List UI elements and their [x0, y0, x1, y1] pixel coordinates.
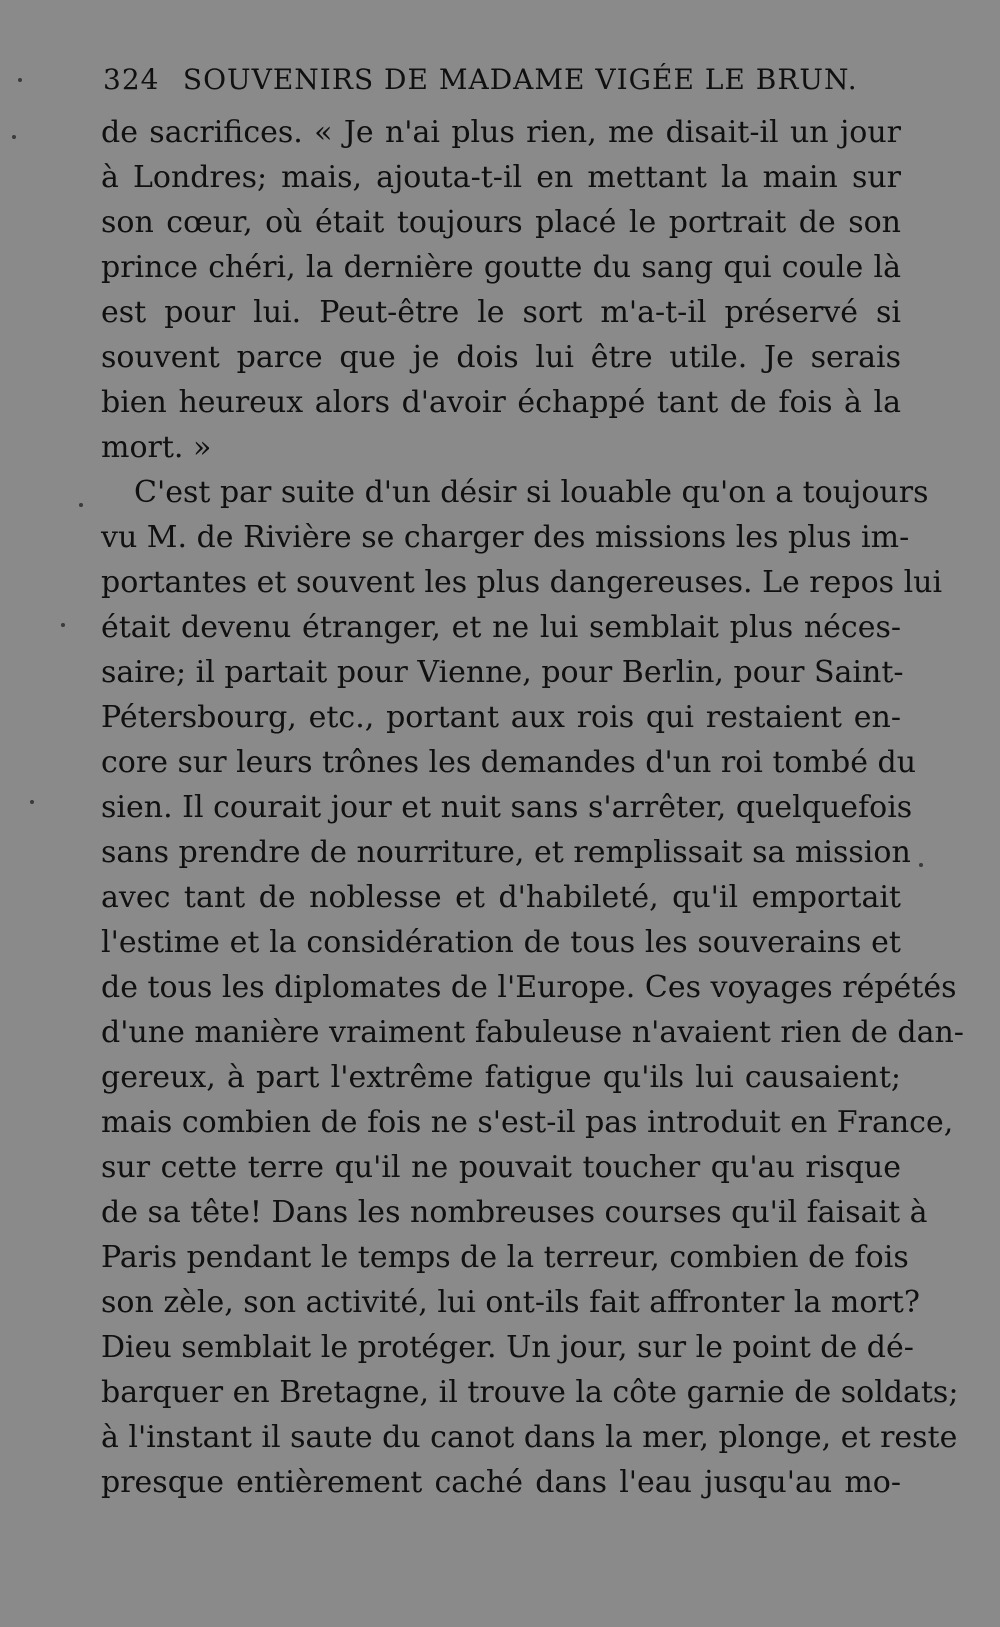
scan-speck: [79, 503, 83, 507]
text-line: à l'instant il saute du canot dans la mer, plonge, et reste: [101, 1420, 958, 1455]
text-line: l'estime et la considération de tous les souverains et: [101, 925, 901, 960]
text-line: de tous les diplomates de l'Europe. Ces voyages répétés: [101, 970, 957, 1005]
text-line: est pour lui. Peut-être le sort m'a-t-il préservé si: [101, 295, 901, 330]
text-line: sur cette terre qu'il ne pouvait toucher qu'au risque: [101, 1150, 901, 1185]
text-line: barquer en Bretagne, il trouve la côte garnie de soldats;: [101, 1375, 959, 1410]
text-line: prince chéri, la dernière goutte du sang qui coule là: [101, 250, 901, 285]
text-line: avec tant de noblesse et d'habileté, qu'il emportait: [101, 880, 901, 915]
text-line: portantes et souvent les plus dangereuses. Le repos lui: [101, 565, 943, 600]
text-line: mais combien de fois ne s'est-il pas introduit en France,: [101, 1105, 954, 1140]
scan-speck: [61, 623, 65, 627]
text-line: mort. »: [101, 430, 212, 465]
text-line: bien heureux alors d'avoir échappé tant de fois à la: [101, 385, 901, 420]
page-number: 324: [103, 63, 160, 96]
text-line: à Londres; mais, ajouta-t-il en mettant la main sur: [101, 160, 901, 195]
text-line: sans prendre de nourriture, et remplissait sa mission: [101, 835, 911, 870]
text-line: presque entièrement caché dans l'eau jusqu'au mo-: [101, 1465, 901, 1500]
text-line: son cœur, où était toujours placé le portrait de son: [101, 205, 901, 240]
paragraph-start-line: C'est par suite d'un désir si louable qu'on a toujours: [134, 475, 929, 510]
scan-speck: [12, 135, 16, 139]
running-title: SOUVENIRS DE MADAME VIGÉE LE BRUN.: [182, 63, 858, 96]
text-line: sien. Il courait jour et nuit sans s'arrêter, quelquefois: [101, 790, 913, 825]
scan-speck: [30, 800, 34, 804]
scan-speck: [18, 78, 22, 82]
text-line: était devenu étranger, et ne lui semblait plus néces-: [101, 610, 901, 645]
text-line: de sa tête! Dans les nombreuses courses qu'il faisait à: [101, 1195, 928, 1230]
text-line: core sur leurs trônes les demandes d'un roi tombé du: [101, 745, 917, 780]
scan-speck: [919, 863, 923, 867]
text-line: souvent parce que je dois lui être utile. Je serais: [101, 340, 901, 375]
text-line: d'une manière vraiment fabuleuse n'avaient rien de dan-: [101, 1015, 964, 1050]
text-line: vu M. de Rivière se charger des missions les plus im-: [101, 520, 910, 555]
text-line: son zèle, son activité, lui ont-ils fait affronter la mort?: [101, 1285, 920, 1320]
body-text: [101, 110, 964, 1510]
text-line: Paris pendant le temps de la terreur, combien de fois: [101, 1240, 909, 1275]
text-line: saire; il partait pour Vienne, pour Berlin, pour Saint-: [101, 655, 904, 690]
text-line: Dieu semblait le protéger. Un jour, sur le point de dé-: [101, 1330, 914, 1365]
text-line: Pétersbourg, etc., portant aux rois qui restaient en-: [101, 700, 901, 735]
text-line: gereux, à part l'extrême fatigue qu'ils lui causaient;: [101, 1060, 901, 1095]
text-line: de sacrifices. « Je n'ai plus rien, me disait-il un jour: [101, 115, 901, 150]
running-header: [103, 60, 858, 100]
